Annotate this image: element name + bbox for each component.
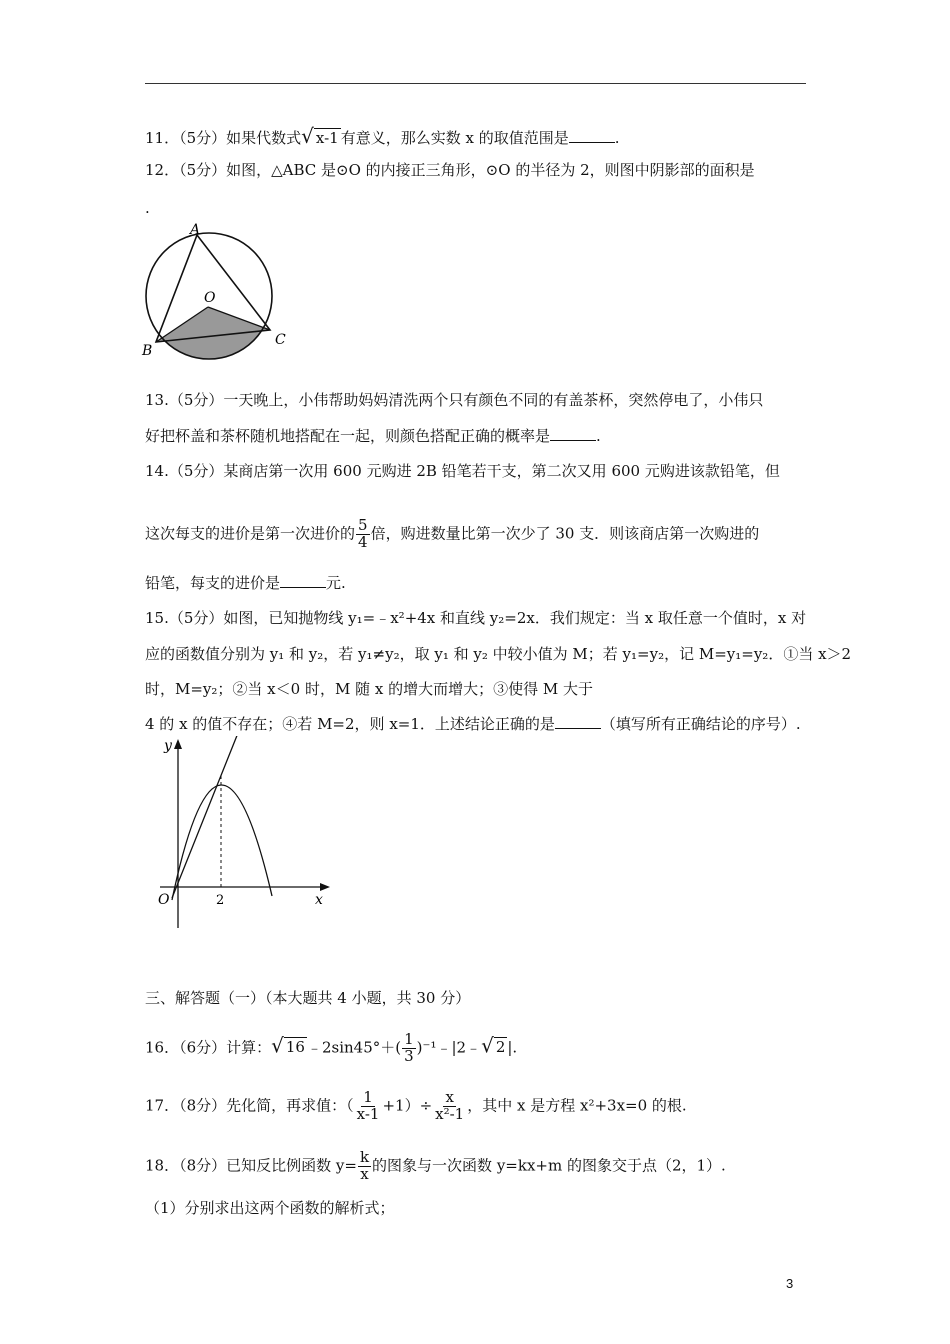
q14-text-3: 铅笔，每支的进价是 bbox=[145, 574, 281, 592]
q17-text: 17．（8分）先化简，再求值：（ bbox=[145, 1096, 354, 1115]
q11-radicand: x-1 bbox=[315, 129, 339, 147]
q16-end: |. bbox=[507, 1038, 518, 1057]
fraction-1-3 bbox=[402, 1032, 416, 1065]
q13-end: . bbox=[596, 427, 601, 445]
answer-blank-15[interactable] bbox=[555, 714, 601, 729]
sqrt-sign-2: √ bbox=[481, 1033, 494, 1058]
frac-den: x²-1 bbox=[435, 1104, 465, 1123]
tick-label-2: 2 bbox=[216, 893, 225, 908]
sqrt-sign: √ bbox=[271, 1033, 284, 1058]
question-15-line1: 15.（5分）如图，已知抛物线 y₁=﹣x²+4x 和直线 y₂=2x．我们规定：当 x 取任意一个值时，x 对 bbox=[145, 609, 807, 627]
answer-blank-14[interactable] bbox=[280, 573, 326, 588]
q14-text: 这次每支的进价是第一次进价的 bbox=[145, 524, 356, 543]
fraction-1-over-x-1 bbox=[355, 1090, 382, 1123]
frac-num: k bbox=[359, 1148, 370, 1166]
frac-num: 1 bbox=[363, 1088, 373, 1106]
sqrt-sign: √ bbox=[301, 124, 314, 148]
q16-text: 16．（6分）计算： bbox=[145, 1038, 272, 1057]
q11-end: . bbox=[614, 129, 620, 147]
question-17 bbox=[145, 1090, 687, 1123]
q14-end: 元. bbox=[326, 574, 346, 592]
header-rule bbox=[145, 83, 806, 84]
q15-end: （填写所有正确结论的序号）. bbox=[600, 715, 801, 733]
label-B: B bbox=[142, 343, 153, 359]
frac-num: x bbox=[445, 1088, 454, 1106]
question-11 bbox=[145, 126, 619, 148]
q17-text-3: ，其中 x 是方程 x²+3x=0 的根. bbox=[467, 1096, 687, 1115]
frac-num: 1 bbox=[404, 1030, 414, 1048]
question-15-line2: 应的函数值分别为 y₁ 和 y₂，若 y₁≠y₂，取 y₁ 和 y₂ 中较小值为 M；若 y₁=y₂，记 M=y₁=y₂．①当 x＞2 bbox=[145, 645, 852, 663]
label-C: C bbox=[275, 332, 286, 348]
frac-den: 4 bbox=[358, 532, 368, 551]
frac-den: x-1 bbox=[356, 1104, 380, 1123]
label-O: O bbox=[204, 290, 216, 306]
q17-text-2: +1）÷ bbox=[382, 1096, 433, 1115]
question-15-line3: 时，M=y₂；②当 x＜0 时，M 随 x 的增大而增大；③使得 M 大于 bbox=[145, 680, 593, 698]
question-12: 12．（5分）如图，△ABC 是⊙O 的内接正三角形，⊙O 的半径为 2，则图中阴影部的面积是 bbox=[145, 161, 755, 179]
question-18-part-1: （1）分别求出这两个函数的解析式； bbox=[145, 1199, 395, 1217]
q15-text: 4 的 x 的值不存在；④若 M=2，则 x=1．上述结论正确的是 bbox=[145, 715, 555, 733]
q16-text-2: ﹣2sin45°＋( bbox=[306, 1038, 402, 1057]
answer-blank-11[interactable] bbox=[569, 128, 615, 143]
fraction-k-over-x bbox=[358, 1150, 371, 1183]
q11-text-2: 有意义，那么实数 x 的取值范围是 bbox=[340, 129, 569, 147]
q18-text: 18．（8分）已知反比例函数 y= bbox=[145, 1156, 357, 1175]
axis-label-y: y bbox=[164, 738, 172, 754]
figure-12-circle-triangle bbox=[138, 222, 298, 362]
question-13-line2 bbox=[145, 426, 601, 446]
question-14-line3 bbox=[145, 573, 346, 593]
q18-text-2: 的图象与一次函数 y=kx+m 的图象交于点（2，1）. bbox=[372, 1156, 726, 1175]
question-16 bbox=[145, 1032, 517, 1065]
q14-text-2: 倍，购进数量比第一次少了 30 支．则该商店第一次购进的 bbox=[370, 524, 760, 543]
frac-num: 5 bbox=[358, 516, 368, 534]
frac-den: x bbox=[360, 1164, 369, 1183]
label-A: A bbox=[190, 222, 201, 238]
fraction-x-over-x2-1 bbox=[433, 1090, 466, 1123]
question-14-line2 bbox=[145, 518, 759, 551]
question-14-line1: 14.（5分）某商店第一次用 600 元购进 2B 铅笔若干支，第二次又用 600 元购进该款铅笔，但 bbox=[145, 462, 780, 480]
fraction-5-4 bbox=[356, 518, 370, 551]
q16-radicand-2: 2 bbox=[495, 1038, 506, 1057]
answer-blank-13[interactable] bbox=[550, 426, 596, 441]
origin-label: O bbox=[158, 892, 170, 908]
q16-text-3: )⁻¹﹣|2﹣ bbox=[416, 1038, 482, 1057]
frac-den: 3 bbox=[404, 1046, 414, 1065]
q16-radicand-1: 16 bbox=[285, 1038, 305, 1057]
section-3-heading: 三、解答题（一）（本大题共 4 小题，共 30 分） bbox=[145, 989, 471, 1007]
question-13-line1: 13.（5分）一天晚上，小伟帮助妈妈清洗两个只有颜色不同的有盖茶杯，突然停电了，小伟只 bbox=[145, 391, 764, 409]
question-15-line4 bbox=[145, 714, 801, 734]
q13-text: 好把杯盖和茶杯随机地搭配在一起，则颜色搭配正确的概率是 bbox=[145, 427, 551, 445]
page-number: 3 bbox=[786, 1276, 794, 1291]
q11-text: 11．（5分）如果代数式 bbox=[145, 129, 302, 147]
question-18 bbox=[145, 1150, 726, 1183]
question-12-cont: . bbox=[145, 199, 150, 217]
axis-label-x: x bbox=[315, 892, 323, 908]
figure-15-parabola-line bbox=[150, 736, 335, 931]
